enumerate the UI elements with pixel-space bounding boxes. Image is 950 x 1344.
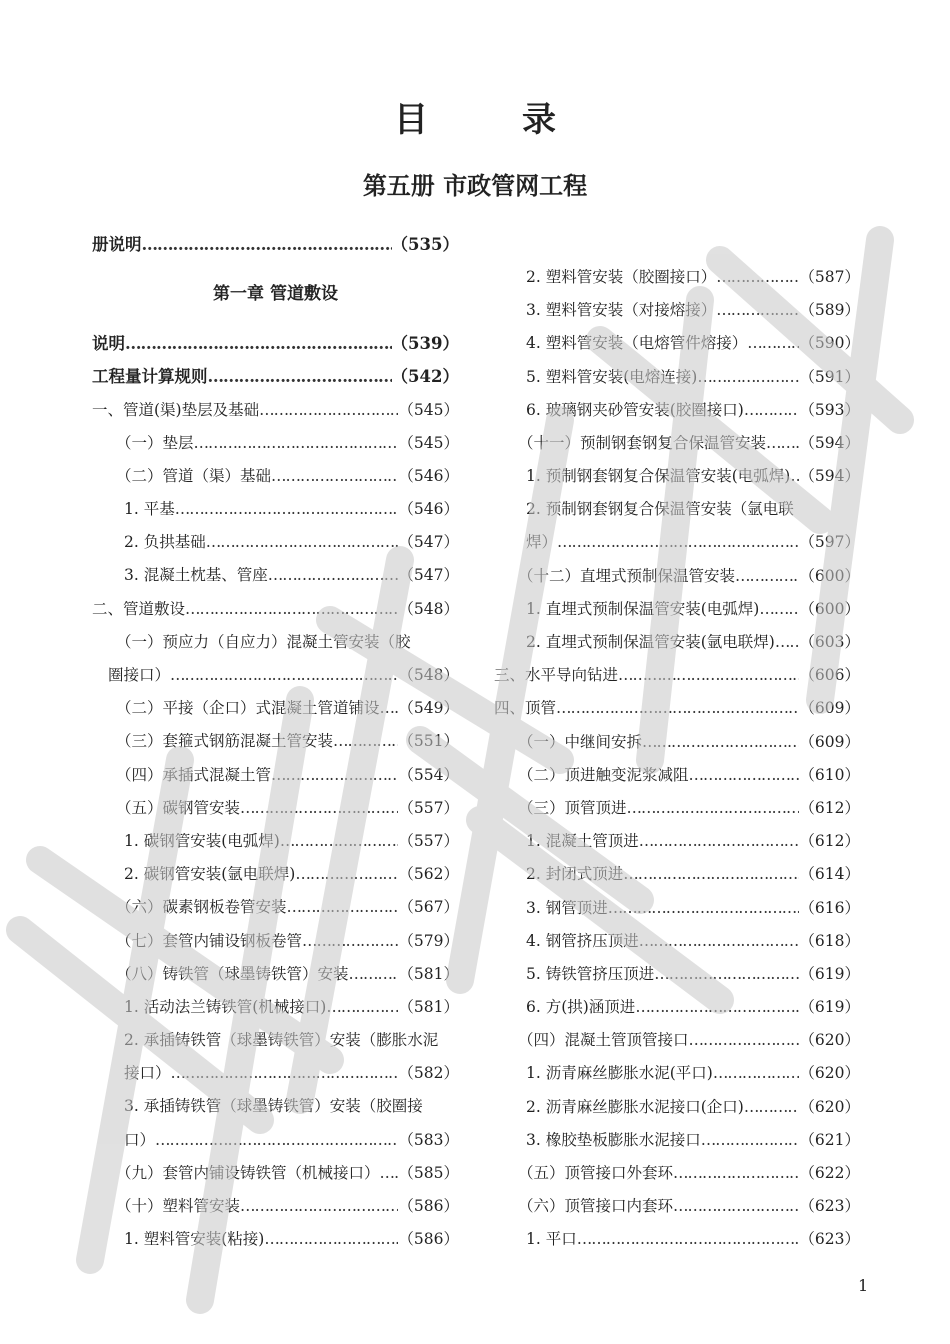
- toc-entry: [494, 991, 860, 1024]
- toc-leader-dots: [639, 925, 800, 958]
- toc-entry-page: （609）: [799, 699, 860, 718]
- toc-leader-dots: [280, 825, 399, 858]
- toc-leader-dots: [577, 1223, 800, 1256]
- toc-entry-title: （三）顶管顶进: [518, 798, 627, 817]
- toc-entry-page: （623）: [799, 1230, 860, 1249]
- toc-leader-dots: [125, 327, 392, 360]
- toc-entry-title: 5. 塑料管安装(电熔连接): [526, 367, 698, 386]
- toc-entry: [494, 925, 860, 958]
- toc-entry-page: （586）: [398, 1230, 459, 1249]
- toc-entry-page: （618）: [799, 931, 860, 950]
- toc-entry-page: （581）: [398, 997, 459, 1016]
- toc-entry: [494, 493, 860, 526]
- toc-entry-page: （603）: [799, 633, 860, 652]
- toc-entry-page: （585）: [398, 1163, 459, 1182]
- toc-entry: [494, 327, 860, 360]
- toc-entry-title: 1. 塑料管安装(粘接): [124, 1230, 265, 1249]
- toc-entry-title: （四）混凝土管顶管接口: [518, 1031, 689, 1050]
- toc-entry: [92, 925, 459, 958]
- toc-entry-title: 3. 钢管顶进: [526, 898, 608, 917]
- toc-entry-page: （589）: [799, 301, 860, 320]
- toc-leader-dots: [716, 294, 799, 327]
- toc-entry: [92, 427, 459, 460]
- toc-entry: [92, 659, 459, 692]
- toc-entry-page: （593）: [799, 400, 860, 419]
- toc-entry-title: （五）顶管接口外套环: [518, 1164, 674, 1183]
- toc-entry: [494, 593, 860, 626]
- toc-entry-title: （八）铸铁管（球墨铸铁管）安装: [116, 964, 349, 983]
- toc-entry-page: （587）: [799, 267, 860, 286]
- toc-entry-page: （535）: [391, 234, 459, 254]
- toc-entry: [92, 759, 459, 792]
- toc-entry: [494, 1124, 860, 1157]
- toc-entry-page: （557）: [398, 798, 459, 817]
- toc-entry-title: 2. 封闭式顶进: [526, 865, 624, 884]
- toc-entry-title: 说明: [92, 334, 125, 354]
- toc-leader-dots: [608, 892, 800, 925]
- toc-leader-dots: [271, 759, 398, 792]
- toc-entry-title: 5. 铸铁管挤压顶进: [526, 964, 655, 983]
- toc-entry-title: 2. 沥青麻丝膨胀水泥接口(企口): [526, 1097, 744, 1116]
- toc-leader-dots: [287, 891, 399, 924]
- toc-leader-dots: [713, 1057, 800, 1090]
- toc-entry: [92, 725, 459, 758]
- toc-entry: [494, 825, 860, 858]
- toc-entry: [92, 958, 459, 991]
- toc-leader-dots: [735, 560, 799, 593]
- toc-leader-dots: [790, 460, 799, 493]
- toc-leader-dots: [744, 1091, 800, 1124]
- toc-leader-dots: [701, 1124, 800, 1157]
- toc-leader-dots: [775, 626, 800, 659]
- toc-entry-page: （547）: [398, 533, 459, 552]
- toc-entry-title: 3. 橡胶垫板膨胀水泥接口: [526, 1130, 701, 1149]
- toc-leader-dots: [155, 1124, 398, 1157]
- toc-entry: [494, 792, 860, 825]
- toc-entry: [92, 327, 459, 360]
- toc-entry-title: 1. 活动法兰铸铁管(机械接口): [124, 997, 327, 1016]
- toc-entry-page: （619）: [799, 998, 860, 1017]
- volume-subtitle: 第五册 市政管网工程: [362, 171, 588, 200]
- toc-leader-dots: [295, 858, 398, 891]
- toc-leader-dots: [673, 1190, 799, 1223]
- toc-entry-page: （547）: [398, 566, 459, 585]
- toc-leader-dots: [689, 759, 800, 792]
- toc-entry: [92, 991, 459, 1024]
- toc-entry: [92, 460, 459, 493]
- toc-entry-title: 工程量计算规则: [92, 367, 208, 387]
- toc-entry-title: 2. 承插铸铁管（球墨铸铁管）安装（膨胀水泥: [124, 1031, 439, 1050]
- toc-entry-page: （549）: [398, 699, 459, 718]
- chapter-heading: [92, 261, 459, 327]
- toc-entry-title: 1. 平基: [124, 500, 175, 519]
- toc-leader-dots: [627, 792, 800, 825]
- toc-entry-title: （一）中继间安拆: [518, 732, 643, 751]
- toc-entry-page: （546）: [398, 466, 459, 485]
- toc-entry-page: （619）: [799, 964, 860, 983]
- toc-leader-dots: [259, 394, 398, 427]
- toc-entry-title: 焊）: [526, 533, 558, 552]
- toc-entry-title: （五）碳钢管安装: [116, 798, 241, 817]
- toc-entry: [494, 1157, 860, 1190]
- toc-leader-dots: [618, 659, 799, 692]
- toc-entry-page: （542）: [391, 367, 459, 387]
- toc-entry-title: 第一章 管道敷设: [213, 284, 338, 305]
- toc-entry-title: 1. 平口: [526, 1230, 577, 1249]
- toc-entry-title: 3. 塑料管安装（对接熔接）: [526, 301, 717, 320]
- toc-leader-dots: [194, 427, 399, 460]
- toc-leader-dots: [557, 526, 799, 559]
- toc-entry-title: 2. 负拱基础: [124, 533, 206, 552]
- toc-entry-page: （539）: [391, 334, 459, 354]
- toc-entry-title: 6. 方(拱)涵顶进: [526, 998, 636, 1017]
- toc-entry: [494, 1190, 860, 1223]
- toc-leader-dots: [271, 460, 398, 493]
- toc-leader-dots: [185, 593, 398, 626]
- toc-entry-title: 2. 直埋式预制保温管安装(氩电联焊): [526, 633, 775, 652]
- toc-entry-title: （二）平接（企口）式混凝土管道铺设: [116, 699, 380, 718]
- toc-entry-page: （594）: [799, 433, 860, 452]
- toc-entry-page: （622）: [799, 1164, 860, 1183]
- toc-entry-title: （四）承插式混凝土管: [116, 765, 272, 784]
- toc-leader-dots: [556, 692, 799, 725]
- toc-leader-dots: [759, 593, 799, 626]
- toc-entry-title: 1. 直埋式预制保温管安装(电弧焊): [526, 599, 760, 618]
- toc-entry-page: （600）: [799, 566, 860, 585]
- toc-entry-title: （六）顶管接口内套环: [518, 1197, 674, 1216]
- toc-leader-dots: [654, 958, 799, 991]
- toc-leader-dots: [326, 991, 398, 1024]
- toc-entry-page: （581）: [398, 964, 459, 983]
- toc-entry-title: 1. 碳钢管安装(电弧焊): [124, 831, 280, 850]
- toc-entry-page: （591）: [799, 367, 860, 386]
- toc-entry-title: （十二）直埋式预制保温管安装: [518, 566, 736, 585]
- toc-leader-dots: [170, 659, 398, 692]
- toc-right-column: [494, 228, 860, 1257]
- page-number: 1: [858, 1276, 869, 1295]
- toc-entry-title: 册说明: [92, 234, 142, 254]
- toc-entry-title: （二）管道（渠）基础: [116, 466, 272, 485]
- toc-entry-page: （594）: [799, 467, 860, 486]
- toc-entry: [494, 560, 860, 593]
- toc-entry-page: （614）: [799, 865, 860, 884]
- toc-entry-title: （十一）预制钢套钢复合保温管安装: [518, 433, 767, 452]
- toc-entry-title: 接口）: [124, 1064, 171, 1083]
- toc-leader-dots: [635, 991, 799, 1024]
- toc-entry: [494, 1024, 860, 1057]
- toc-entry: [494, 692, 860, 725]
- toc-entry-title: 4. 塑料管安装（电熔管件熔接）: [526, 334, 748, 353]
- toc-entry-page: （597）: [799, 533, 860, 552]
- toc-entry-page: （600）: [799, 599, 860, 618]
- toc-entry-title: （三）套箍式钢筋混凝土管安装: [116, 732, 334, 751]
- toc-entry: [494, 261, 860, 294]
- toc-entry-page: （562）: [398, 865, 459, 884]
- toc-leader-dots: [766, 427, 799, 460]
- toc-leader-dots: [639, 825, 800, 858]
- toc-entry: [92, 626, 459, 659]
- toc-entry: [92, 1057, 459, 1090]
- toc-entry: [494, 361, 860, 394]
- toc-entry: [92, 493, 459, 526]
- toc-entry: [494, 394, 860, 427]
- toc-entry: [494, 858, 860, 891]
- toc-entry-title: （六）碳素钢板卷管安装: [116, 898, 287, 917]
- toc-entry-title: 四、顶管: [494, 699, 557, 718]
- toc-entry-title: 三、水平导向钻进: [494, 666, 619, 685]
- toc-entry: [494, 759, 860, 792]
- toc-leader-dots: [716, 261, 799, 294]
- toc-entry-title: 2. 塑料管安装（胶圈接口）: [526, 267, 717, 286]
- toc-entry: [92, 1223, 459, 1256]
- toc-entry-page: （583）: [398, 1130, 459, 1149]
- toc-leader-dots: [240, 792, 398, 825]
- toc-leader-dots: [689, 1024, 800, 1057]
- toc-entry-title: 3. 混凝土枕基、管座: [124, 566, 268, 585]
- toc-entry: [494, 659, 860, 692]
- toc-entry-title: 圈接口）: [108, 666, 171, 685]
- toc-entry-page: （545）: [398, 400, 459, 419]
- toc-entry-title: 1. 混凝土管顶进: [526, 832, 639, 851]
- toc-entry: [92, 792, 459, 825]
- toc-entry-page: （546）: [398, 500, 459, 519]
- toc-entry-page: （621）: [799, 1130, 860, 1149]
- toc-leader-dots: [349, 958, 399, 991]
- toc-entry: [92, 825, 459, 858]
- toc-entry-title: （一）预应力（自应力）混凝土管安装（胶: [116, 632, 411, 651]
- toc-entry-title: 4. 钢管挤压顶进: [526, 931, 639, 950]
- toc-entry: [92, 1190, 459, 1223]
- toc-entry: [92, 394, 459, 427]
- toc-leader-dots: [142, 228, 392, 261]
- toc-entry-page: （612）: [799, 832, 860, 851]
- toc-entry-page: （548）: [398, 666, 459, 685]
- toc-entry-title: （一）垫层: [116, 433, 194, 452]
- toc-entry: [494, 427, 860, 460]
- toc-entry-page: （623）: [799, 1197, 860, 1216]
- toc-leader-dots: [240, 1190, 398, 1223]
- toc-leader-dots: [697, 361, 799, 394]
- toc-entry-title: 1. 预制钢套钢复合保温管安装(电弧焊): [526, 467, 791, 486]
- toc-entry-page: （620）: [799, 1097, 860, 1116]
- toc-entry: [92, 858, 459, 891]
- toc-entry-page: （567）: [398, 898, 459, 917]
- toc-entry-title: （七）套管内铺设钢板卷管: [116, 931, 303, 950]
- toc-entry: [494, 892, 860, 925]
- toc-entry-page: （610）: [799, 765, 860, 784]
- toc-entry-page: （616）: [799, 898, 860, 917]
- toc-entry-page: （612）: [799, 798, 860, 817]
- toc-entry: [92, 1124, 459, 1157]
- toc-entry-page: （606）: [799, 666, 860, 685]
- toc-entry-page: （551）: [398, 732, 459, 751]
- toc-entry-title: （二）顶进触变泥浆减阻: [518, 765, 689, 784]
- toc-leader-dots: [747, 327, 799, 360]
- toc-entry-page: （590）: [799, 334, 860, 353]
- toc-leader-dots: [380, 1157, 399, 1190]
- toc-entry: [92, 228, 459, 261]
- toc-leader-dots: [264, 1223, 398, 1256]
- toc-entry-page: （548）: [398, 599, 459, 618]
- toc-leader-dots: [208, 360, 392, 393]
- toc-leader-dots: [175, 493, 399, 526]
- toc-entry: [494, 1091, 860, 1124]
- toc-entry: [92, 692, 459, 725]
- toc-entry-title: 3. 承插铸铁管（球墨铸铁管）安装（胶圈接: [124, 1097, 423, 1116]
- toc-entry: [92, 1024, 459, 1057]
- toc-entry: [494, 626, 860, 659]
- toc-entry: [494, 527, 860, 560]
- toc-entry-page: （620）: [799, 1064, 860, 1083]
- toc-entry-title: （十）塑料管安装: [116, 1197, 241, 1216]
- toc-entry: [494, 1058, 860, 1091]
- toc-entry: [92, 593, 459, 626]
- toc-leader-dots: [642, 726, 799, 759]
- toc-entry-page: （620）: [799, 1031, 860, 1050]
- toc-entry-page: （582）: [398, 1064, 459, 1083]
- toc-entry-title: （九）套管内铺设铸铁管（机械接口）: [116, 1163, 380, 1182]
- toc-entry: [92, 560, 459, 593]
- toc-entry-title: 口）: [124, 1130, 156, 1149]
- toc-entry-page: （579）: [398, 931, 459, 950]
- toc-entry-title: 一、管道(渠)垫层及基础: [92, 400, 260, 419]
- toc-leader-dots: [333, 725, 398, 758]
- toc-leader-dots: [171, 1057, 399, 1090]
- toc-leader-dots: [268, 559, 399, 592]
- toc-entry-page: （586）: [398, 1197, 459, 1216]
- page-title: 目 录: [394, 100, 586, 140]
- toc-entry: [494, 1223, 860, 1256]
- toc-leader-dots: [380, 692, 399, 725]
- toc-entry-title: 6. 玻璃钢夹砂管安装(胶圈接口): [526, 400, 744, 419]
- toc-entry: [494, 726, 860, 759]
- toc-left-column: [92, 228, 459, 1256]
- toc-leader-dots: [623, 858, 799, 891]
- toc-entry-page: （609）: [799, 732, 860, 751]
- toc-entry: [494, 460, 860, 493]
- toc-entry-page: （545）: [398, 433, 459, 452]
- toc-entry: [92, 360, 459, 393]
- toc-entry: [92, 1157, 459, 1190]
- toc-entry-title: 2. 预制钢套钢复合保温管安装（氩电联: [526, 500, 794, 519]
- toc-entry-title: 1. 沥青麻丝膨胀水泥(平口): [526, 1064, 713, 1083]
- toc-leader-dots: [206, 526, 399, 559]
- toc-entry: [92, 891, 459, 924]
- toc-entry-page: （557）: [398, 831, 459, 850]
- toc-entry-page: （554）: [398, 765, 459, 784]
- toc-leader-dots: [744, 394, 800, 427]
- toc-leader-dots: [302, 925, 398, 958]
- toc-leader-dots: [673, 1157, 799, 1190]
- toc-entry: [494, 958, 860, 991]
- toc-entry-title: 二、管道敷设: [92, 599, 186, 618]
- toc-entry-title: 2. 碳钢管安装(氩电联焊): [124, 865, 296, 884]
- toc-entry: [494, 294, 860, 327]
- toc-entry: [92, 526, 459, 559]
- toc-entry: [92, 1091, 459, 1124]
